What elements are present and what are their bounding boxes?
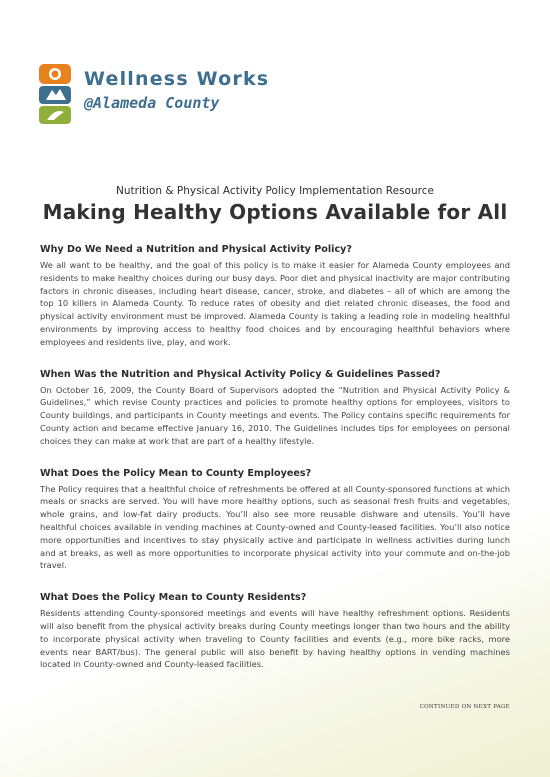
section-residents xyxy=(40,592,510,671)
logo-mark-icon xyxy=(38,62,74,126)
wellness-works-logo xyxy=(38,62,270,132)
continued-notice: CONTINUED ON NEXT PAGE xyxy=(419,704,510,710)
document-header xyxy=(0,185,550,224)
document-body xyxy=(40,244,510,691)
section-heading: What Does the Policy Mean to County Residents? xyxy=(40,592,307,604)
section-heading: Why Do We Need a Nutrition and Physical Activity Policy? xyxy=(40,244,352,255)
section-body: Residents attending County-sponsored meetings and events will have healthy refreshment options. Residents will also benefit from the physical activity breaks during County meetings longer than two hours and the ability to incorporate physical activity when traveling to County facilities and events (e.g., more bike racks, more events near BART/bus). The general public will also benefit by having healthy options in vending machines located in County-owned and County-leased facilities. xyxy=(40,608,510,670)
logo-subtitle: @Alameda County xyxy=(84,94,220,112)
document-subtitle: Nutrition & Physical Activity Policy Implementation Resource xyxy=(116,185,434,197)
section-heading: What Does the Policy Mean to County Employees? xyxy=(40,467,312,479)
section-heading: When Was the Nutrition and Physical Activity Policy & Guidelines Passed? xyxy=(40,368,441,380)
section-employees xyxy=(40,468,510,573)
section-why-policy xyxy=(40,244,510,349)
section-body: The Policy requires that a healthful choice of refreshments be offered at all County-sponsored functions at which meals or snacks are served. You will have more healthy options, such as seasonal fresh fruits and vegetables, whole grains, and low-fat dairy products. You’ll also see more reusable dishware and utensils. You’ll have healthful choices available in vending machines at County-owned and County-leased facilities. You’ll also notice more opportunities and incentives to stay physically active and participate in wellness activities during lunch and at breaks, as well as more opportunities to incorporate physical activity into your commute and on-the-job travel. xyxy=(40,483,510,571)
document-title: Making Healthy Options Available for All xyxy=(42,200,508,224)
section-when-passed xyxy=(40,369,510,448)
section-body: We all want to be healthy, and the goal of this policy is to make it easier for Alameda County employees and residents to make healthy choices during our busy days. Poor diet and physical inactivity are major contributing factors in chronic diseases, including heart disease, cancer, stroke, and diabetes – all of which are among the top 10 killers in Alameda County. To reduce rates of obesity and diet related chronic diseases, the food and physical activity environment must be improved. Alameda County is taking a leading role in modeling healthful environments by improving access to healthy food choices and by encouraging healthful behaviors where employees and residents live, play, and work. xyxy=(40,260,510,347)
section-body: On October 16, 2009, the County Board of Supervisors adopted the “Nutrition and Physical Activity Policy & Guidelines,” which revise County practices and policies to promote healthy options for employees, visitors to County buildings, and participants in County meetings and events. The Policy contains specific requirements for County action and became effective January 16, 2010. The Guidelines includes tips for employees on personal choices they can make at work that are part of a healthy lifestyle. xyxy=(40,384,510,446)
logo-title: Wellness Works xyxy=(84,68,270,90)
